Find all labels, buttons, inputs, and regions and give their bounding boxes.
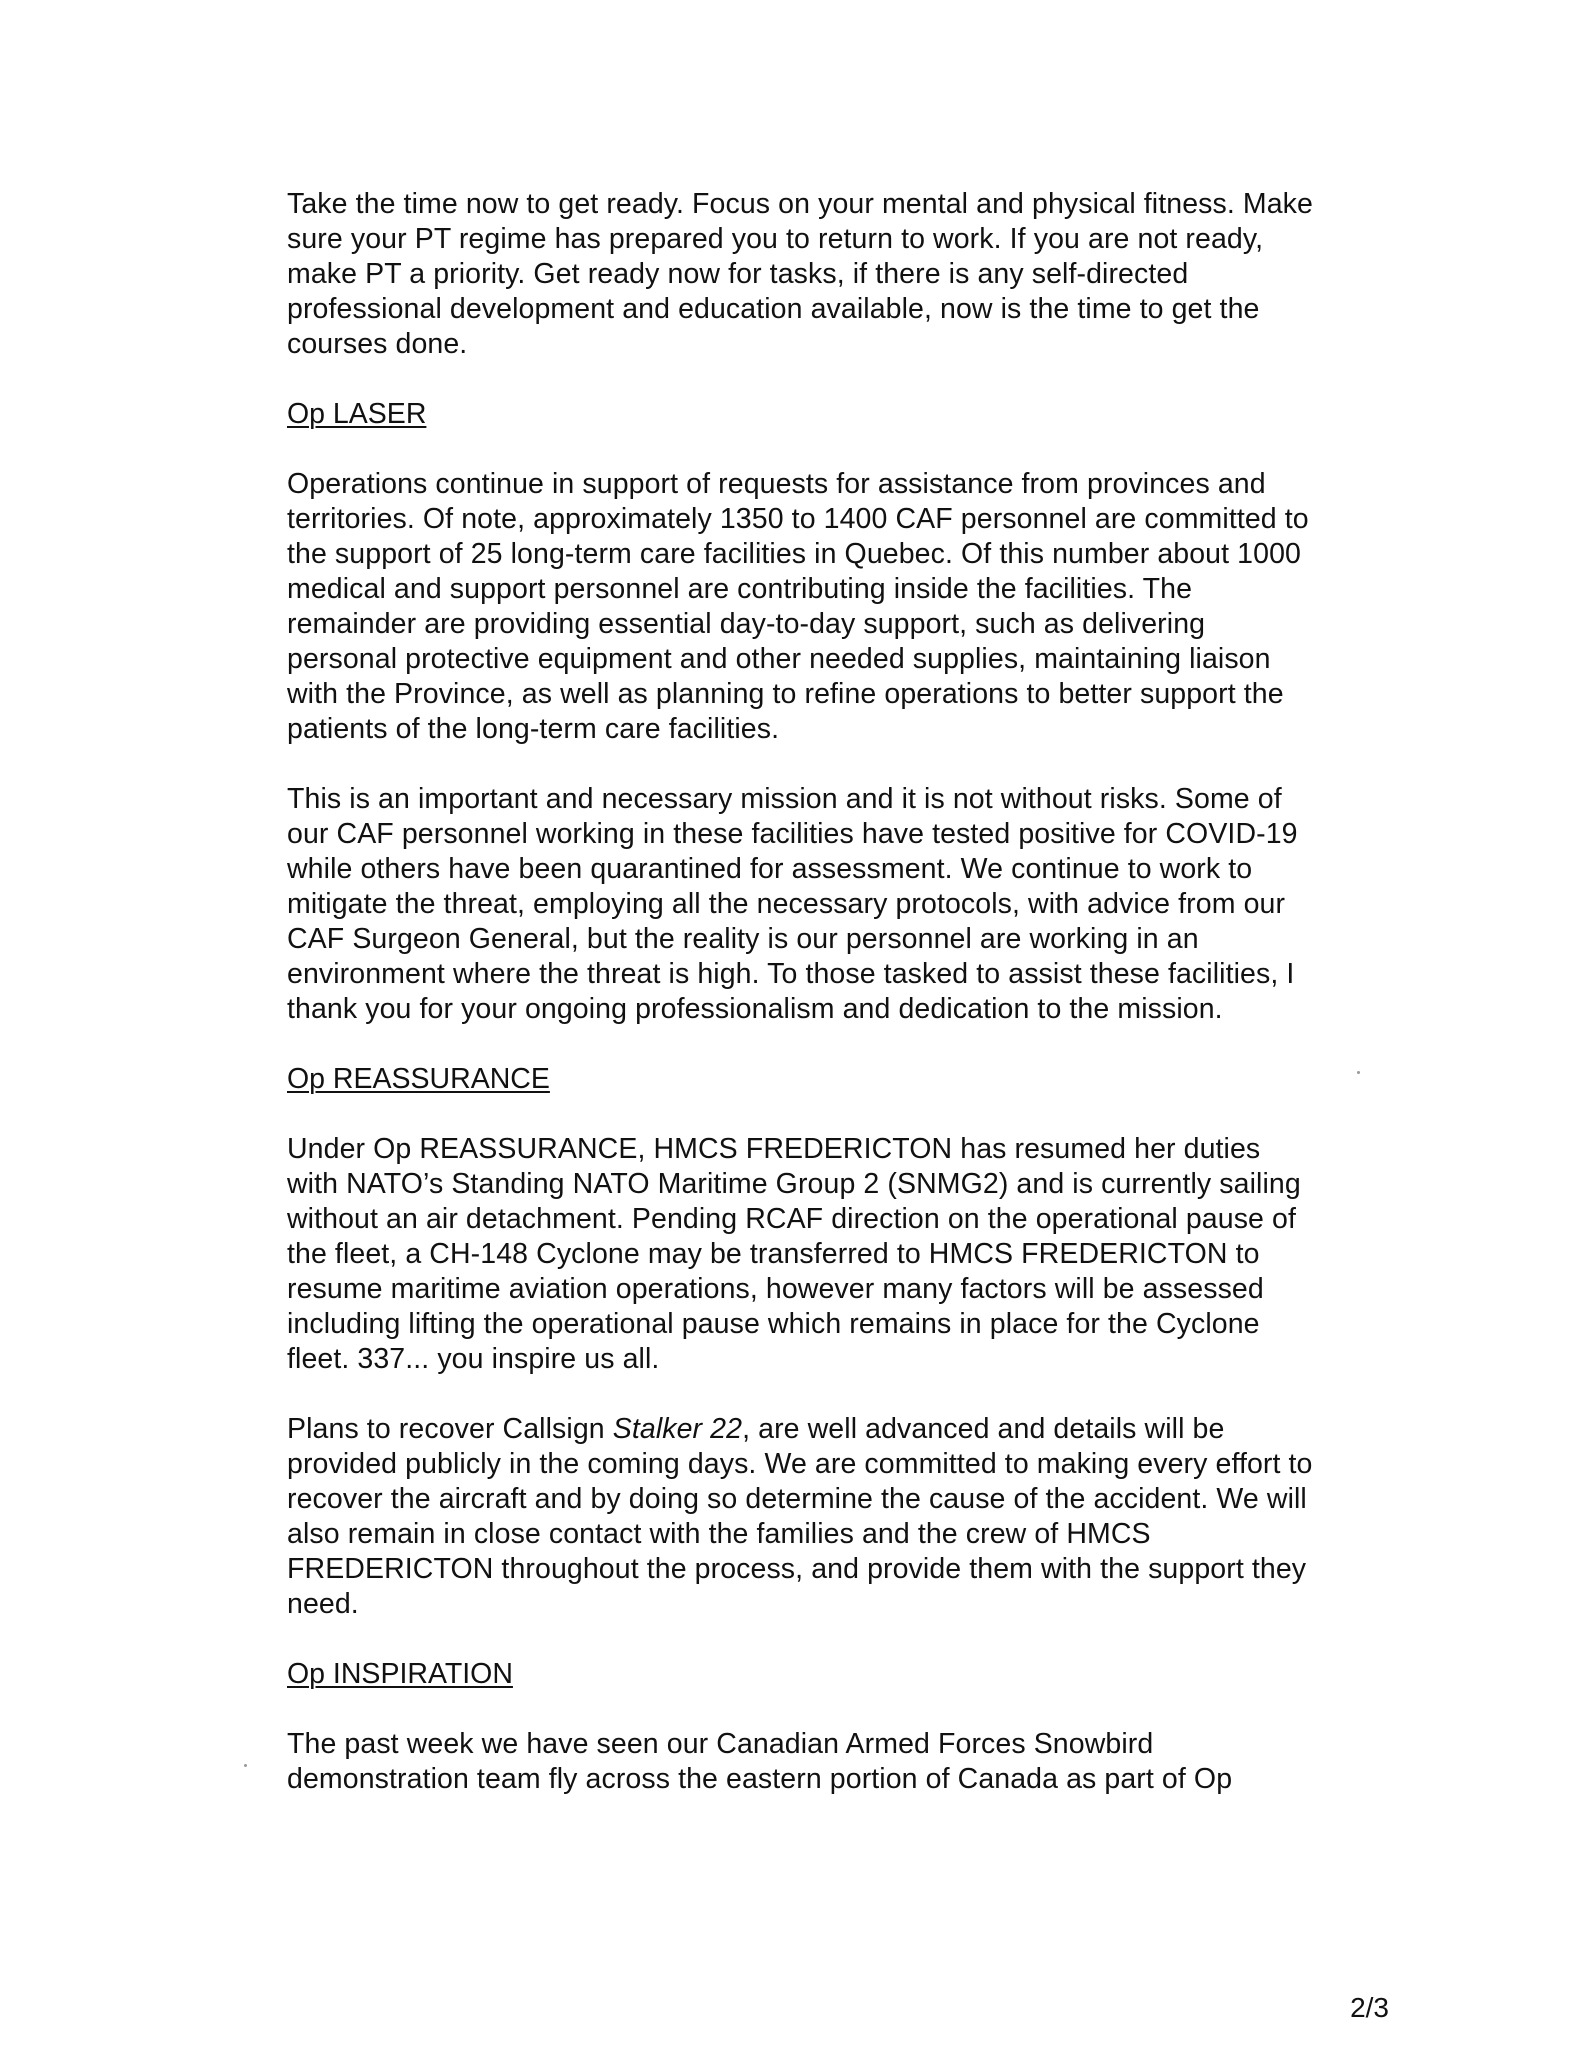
paragraph-spacer [287, 362, 1407, 397]
op-laser-paragraph-1: Operations continue in support of requests for assistance from provinces and territories. Of note, approximately 1350 to 1400 CAF personnel are committed to the support of 25 long-term care facilities in Quebec. Of this number about 1000 medical and support personnel are contributing inside the facilities. The remainder are providing essential day-to-day support, such as delivering personal protective equipment and other needed supplies, maintaining liaison with the Province, as well as planning to refine operations to better support the patients of the long-term care facilities. [287, 468, 1309, 745]
op-inspiration-paragraph-1: The past week we have seen our Canadian Armed Forces Snowbird demonstration team fly across the eastern portion of Canada as part of Op [287, 1728, 1233, 1795]
op-laser-paragraph-2: This is an important and necessary mission and it is not without risks. Some of our CAF personnel working in these facilities have tested positive for COVID-19 while others have been quarantined for assessment. We continue to work to mitigate the threat, employing all the necessary protocols, with advice from our CAF Surgeon General, but the reality is our personnel are working in an environment where the threat is high. To those tasked to assist these facilities, I thank you for your ongoing professionalism and dedication to the mission. [287, 783, 1298, 1025]
paragraph-text-end: , are well advanced and details will be provided publicly in the coming days. We are committed to making every effort to recover the aircraft and by doing so determine the cause of the accident. We will also remain in close contact with the families and the crew of HMCS FREDERICTON throughout the process, and provide them with the support they need. [287, 1413, 1313, 1620]
paragraph-spacer [287, 1097, 1407, 1132]
op-reassurance-paragraph-1: Under Op REASSURANCE, HMCS FREDERICTON has resumed her duties with NATO’s Standing NATO Maritime Group 2 (SNMG2) and is currently sailing without an air detachment. Pending RCAF direction on the operational pause of the fleet, a CH-148 Cyclone may be transferred to HMCS FREDERICTON to resume maritime aviation operations, however many factors will be assessed including lifting the operational pause which remains in place for the Cyclone fleet. 337... you inspire us all. [287, 1133, 1301, 1375]
paragraph-spacer [287, 1377, 1407, 1412]
heading-op-laser: Op LASER [287, 398, 427, 430]
document-body [287, 187, 1407, 1797]
paragraph-spacer [287, 747, 1407, 782]
paragraph-text-start: Plans to recover Callsign [287, 1413, 613, 1445]
callsign-name: Stalker 22 [612, 1413, 743, 1445]
paragraph-spacer [287, 1692, 1407, 1727]
paragraph-spacer [287, 1027, 1407, 1062]
heading-op-reassurance: Op REASSURANCE [287, 1063, 550, 1095]
scan-speck [1357, 1071, 1360, 1074]
heading-op-inspiration: Op INSPIRATION [287, 1658, 513, 1690]
paragraph-spacer [287, 1622, 1407, 1657]
op-reassurance-paragraph-2 [287, 1412, 1407, 1622]
scan-speck [244, 1764, 247, 1767]
intro-paragraph: Take the time now to get ready. Focus on your mental and physical fitness. Make sure your PT regime has prepared you to return to work. If you are not ready, make PT a priority. Get ready now for tasks, if there is any self-directed professional development and education available, now is the time to get the courses done. [287, 188, 1313, 360]
paragraph-spacer [287, 432, 1407, 467]
page-number: 2/3 [1350, 1992, 1389, 2023]
